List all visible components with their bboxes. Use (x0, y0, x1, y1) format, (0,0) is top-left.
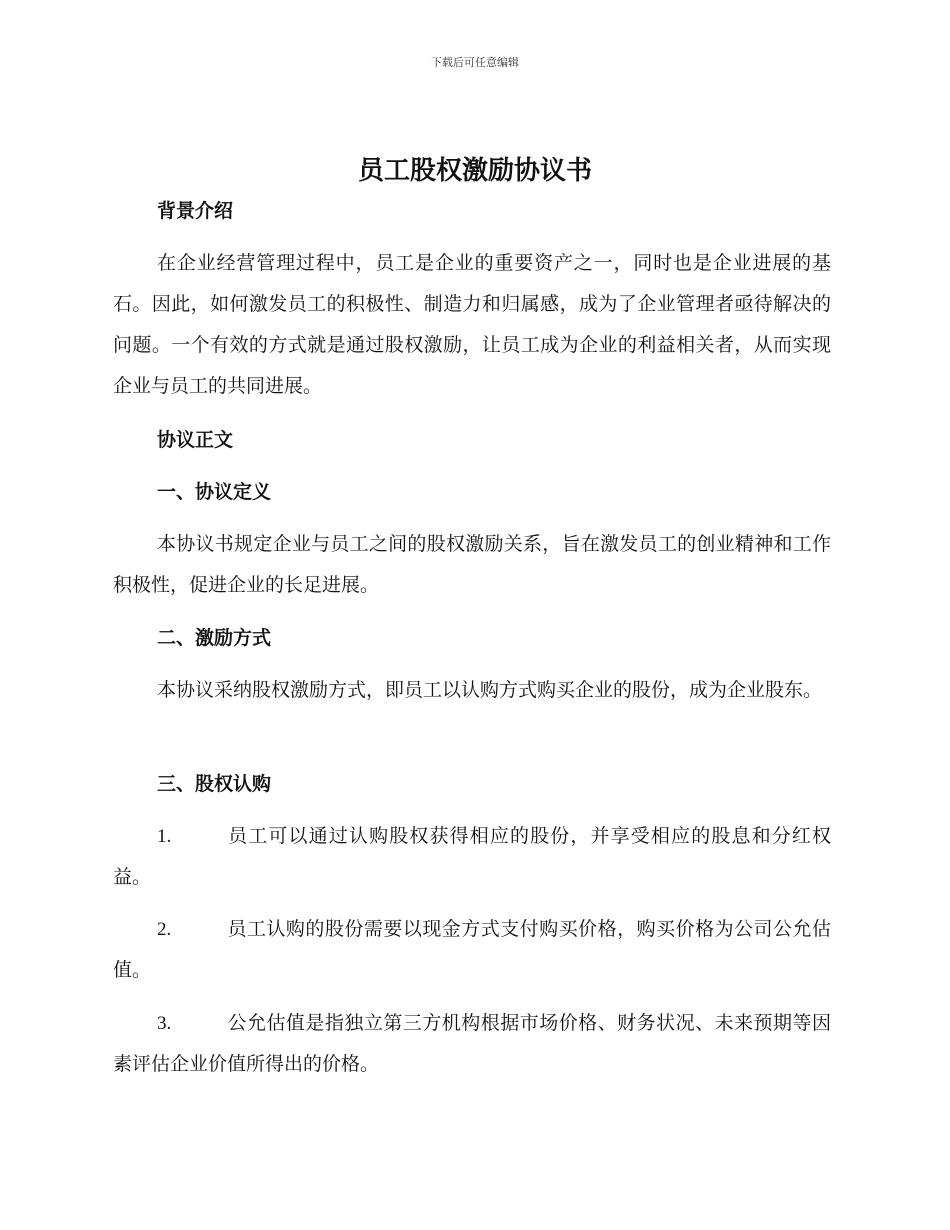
method-paragraph (113, 670, 831, 711)
method-heading: 二、激励方式 (157, 627, 272, 649)
header-note: 下载后可任意编辑 (431, 56, 519, 69)
document-title: 员工股权激励协议书 (357, 156, 592, 186)
list-number: 2. (157, 919, 172, 940)
definition-heading: 一、协议定义 (157, 481, 272, 503)
list-item (113, 816, 831, 898)
body-heading: 协议正文 (157, 429, 234, 451)
list-item (113, 909, 831, 991)
subscription-heading: 三、股权认购 (157, 773, 272, 795)
list-text: 公允估值是指独立第三方机构根据市场价格、财务状况、未来预期等因素评估企业价值所得出的价格。 (113, 1012, 831, 1075)
background-paragraph (113, 243, 831, 407)
list-text: 员工可以通过认购股权获得相应的股份，并享受相应的股息和分红权益。 (113, 825, 831, 888)
background-text: 在企业经营管理过程中，员工是企业的重要资产之一，同时也是企业进展的基石。因此，如何激发员工的积极性、制造力和归属感，成为了企业管理者亟待解决的问题。一个有效的方式就是通过股权激励，让员工成为企业的利益相关者，从而实现企业与员工的共同进展。 (113, 252, 831, 397)
background-heading: 背景介绍 (157, 200, 234, 222)
list-text: 员工认购的股份需要以现金方式支付购买价格，购买价格为公司公允估值。 (113, 918, 831, 981)
definition-paragraph (113, 524, 831, 606)
definition-text: 本协议书规定企业与员工之间的股权激励关系，旨在激发员工的创业精神和工作积极性，促进企业的长足进展。 (113, 533, 831, 596)
list-item (113, 1003, 831, 1085)
list-number: 3. (157, 1013, 172, 1034)
list-number: 1. (157, 826, 172, 847)
method-text: 本协议采纳股权激励方式，即员工以认购方式购买企业的股份，成为企业股东。 (157, 679, 823, 701)
